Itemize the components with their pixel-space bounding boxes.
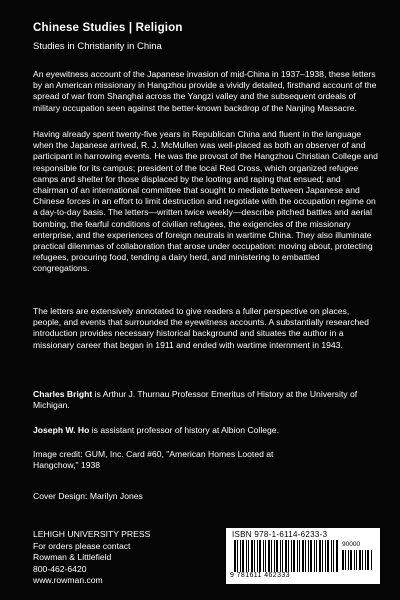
price-barcode-icon [342, 550, 376, 570]
author-bio-text-1: is Arthur J. Thurnau Professor Emeritus of History at the University of Michigan. [33, 389, 358, 411]
orders-text: For orders please contact [33, 540, 131, 551]
barcode-box [226, 528, 380, 584]
distributor-name: Rowman & Littlefield [33, 552, 112, 562]
author-bio-2 [33, 425, 378, 436]
description-paragraph-2: Having already spent twenty-five years in Republican China and fluent in the language when the Japanese arrived, R. J. McMullen was well-placed as both an observer of and participant in harrowing events. He was the provost of the Hangzhou Christian College and responsible for its campus; president of the local Red Cross, which organized refugee camps and shelter for those displaced by the looting and raping that ensued; and chairman of an international committee that sought to mediate between Japanese and Chinese forces in an effort to limit destruction and negotiate with the occupation regime on a day-to-day basis. The letters—written twice weekly—describe pitched battles and aerial bombing, the fearful conditions of civilian refugees, the exigencies of the missionary enterprise, and the experiences of foreign neutrals in wartime China. They also illuminate practical dilemmas of collaboration that arose under occupation: moving about, protecting refugees, procuring food, tending a dairy herd, and ministering to embattled congregations. [33, 129, 378, 274]
website-url: www.rowman.com [33, 575, 103, 585]
author-name-2: Joseph W. Ho [33, 425, 90, 435]
isbn-text: ISBN 978-1-6114-6233-3 [232, 530, 328, 539]
category-heading: Chinese Studies | Religion [33, 22, 183, 34]
publisher-name: LEHIGH UNIVERSITY PRESS [33, 529, 151, 539]
barcode-digits: 9 781611 462333 [230, 572, 290, 579]
description-paragraph-1: An eyewitness account of the Japanese invasion of mid-China in 1937–1938, these letters by an American missionary in Hangzhou provide a vividly detailed, firsthand account of the spread of war from Shanghai across the Yangzi valley and the subsequent ordeals of military occupation seen against the better-known backdrop of the Nanjing Massacre. [33, 69, 377, 113]
author-bio-text-2: is assistant professor of history at Albion College. [89, 425, 279, 435]
author-name-1: Charles Bright [33, 389, 93, 399]
author-bio-1 [33, 389, 378, 411]
publisher-block [33, 529, 150, 587]
price-code: 90000 [342, 541, 361, 548]
cover-design-credit: Cover Design: Marilyn Jones [33, 491, 143, 501]
image-credit: Image credit: GUM, Inc. Card #60, "American Homes Looted at Hangchow," 1938 [33, 449, 274, 471]
phone-number: 800-462-6420 [33, 563, 87, 574]
description-paragraph-3: The letters are extensively annotated to give readers a fuller perspective on places, people, and events that surrounded the eyewitness accounts. A substantially researched introduction provides necessary historical background and situates the author in a missionary career that began in 1911 and ended with wartime internment in 1943. [33, 306, 369, 350]
series-title: Studies in Christianity in China [33, 41, 162, 52]
ean-barcode-icon [234, 540, 338, 572]
